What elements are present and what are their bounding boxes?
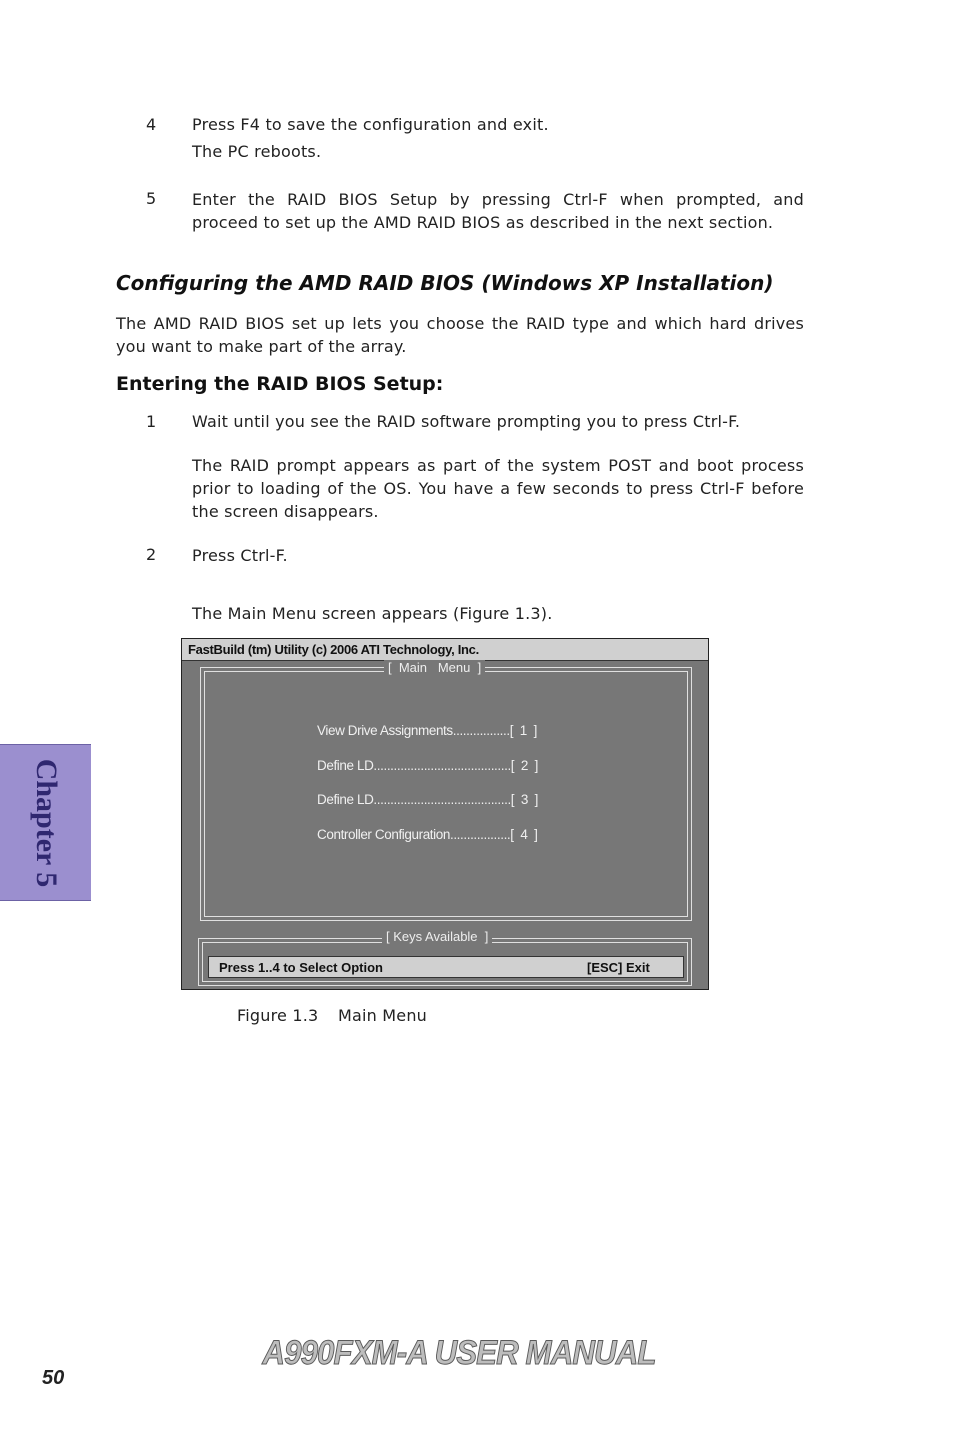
step-text: Wait until you see the RAID software prompting you to press Ctrl-F. bbox=[192, 412, 741, 431]
step-number: 2 bbox=[146, 545, 157, 564]
menu-item-define-ld-2[interactable]: Define LD.........................................[ 3 ] bbox=[317, 792, 539, 807]
manual-title: A990FXM-A USER MANUAL bbox=[262, 1334, 656, 1372]
figure-number: Figure 1.3 bbox=[237, 1006, 319, 1025]
chapter-tab bbox=[0, 744, 91, 901]
section-heading: Configuring the AMD RAID BIOS (Windows XP Installation) bbox=[116, 271, 774, 295]
menu-item-define-ld[interactable]: Define LD.........................................[ 2 ] bbox=[317, 758, 539, 773]
bios-title-bar: FastBuild (tm) Utility (c) 2006 ATI Technology, Inc. bbox=[182, 639, 708, 661]
menu-item-view-drive-assignments[interactable]: View Drive Assignments.................[ 1 ] bbox=[317, 723, 537, 738]
figure-title: Main Menu bbox=[338, 1006, 428, 1025]
step-text: Press Ctrl-F. bbox=[192, 546, 288, 565]
step-note: The Main Menu screen appears (Figure 1.3). bbox=[192, 604, 553, 623]
step-note: The RAID prompt appears as part of the system POST and boot process prior to loading of the OS. You have a few seconds to press Ctrl-F before the screen disappears. bbox=[192, 456, 804, 521]
subheading: Entering the RAID BIOS Setup: bbox=[116, 373, 444, 395]
page-number: 50 bbox=[42, 1367, 65, 1389]
menu-item-controller-configuration[interactable]: Controller Configuration..................[ 4 ] bbox=[317, 827, 538, 842]
key-help-select: Press 1..4 to Select Option bbox=[219, 960, 383, 975]
chapter-label: Chapter 5 bbox=[30, 758, 63, 888]
main-menu-label: [ Main Menu ] bbox=[384, 660, 485, 675]
step-number: 4 bbox=[146, 115, 157, 134]
step-text: Press F4 to save the configuration and exit. bbox=[192, 115, 549, 134]
step-text: Enter the RAID BIOS Setup by pressing Ctrl-F when prompted, and proceed to set up the AMD RAID BIOS as described in the next section. bbox=[192, 190, 804, 232]
step-number: 5 bbox=[146, 189, 157, 208]
keys-available-label: [ Keys Available ] bbox=[382, 929, 492, 944]
bios-screen-figure bbox=[181, 638, 709, 990]
step-number: 1 bbox=[146, 412, 157, 431]
section-intro: The AMD RAID BIOS set up lets you choose the RAID type and which hard drives you want to make part of the array. bbox=[116, 314, 804, 356]
key-help-bar bbox=[208, 956, 684, 978]
key-help-exit: [ESC] Exit bbox=[587, 960, 650, 975]
step-subtext: The PC reboots. bbox=[192, 142, 322, 161]
